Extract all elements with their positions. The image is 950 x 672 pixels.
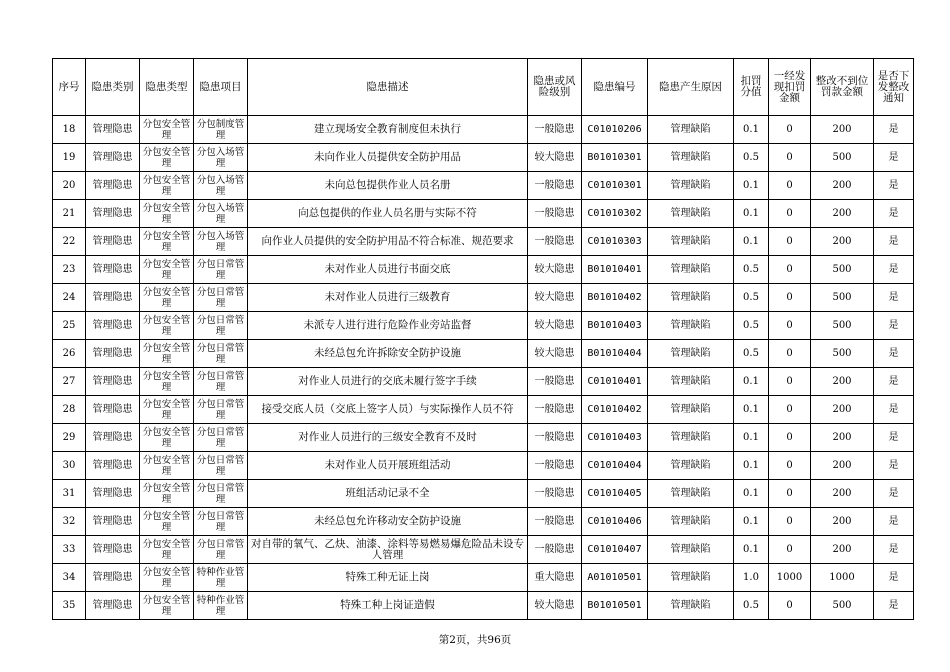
cell-notice: 是	[874, 200, 914, 228]
cell-serial: 24	[53, 284, 86, 312]
cell-fine-found: 1000	[769, 564, 811, 592]
cell-fine-unfixed: 500	[811, 340, 874, 368]
cell-category: 管理隐患	[86, 424, 140, 452]
cell-notice: 是	[874, 144, 914, 172]
cell-cause: 管理缺陷	[648, 424, 734, 452]
header-row	[53, 59, 914, 116]
cell-description: 对作业人员进行的三级安全教育不及时	[248, 424, 528, 452]
cell-type: 分包安全管理	[140, 536, 194, 564]
cell-cause: 管理缺陷	[648, 592, 734, 620]
cell-item: 分包日常管理	[194, 424, 248, 452]
cell-item: 分包日常管理	[194, 312, 248, 340]
cell-fine-unfixed: 500	[811, 256, 874, 284]
table-row	[53, 200, 914, 228]
cell-serial: 19	[53, 144, 86, 172]
cell-fine-unfixed: 1000	[811, 564, 874, 592]
cell-category: 管理隐患	[86, 452, 140, 480]
cell-fine-unfixed: 200	[811, 172, 874, 200]
cell-score: 0.1	[734, 480, 769, 508]
cell-cause: 管理缺陷	[648, 396, 734, 424]
cell-description: 接受交底人员（交底上签字人员）与实际操作人员不符	[248, 396, 528, 424]
cell-item: 分包日常管理	[194, 368, 248, 396]
cell-category: 管理隐患	[86, 144, 140, 172]
cell-score: 0.1	[734, 424, 769, 452]
table-row	[53, 144, 914, 172]
cell-level: 较大隐患	[528, 256, 582, 284]
cell-level: 较大隐患	[528, 592, 582, 620]
cell-item: 分包入场管理	[194, 200, 248, 228]
cell-notice: 是	[874, 480, 914, 508]
cell-serial: 30	[53, 452, 86, 480]
cell-notice: 是	[874, 592, 914, 620]
cell-type: 分包安全管理	[140, 396, 194, 424]
cell-fine-unfixed: 500	[811, 592, 874, 620]
cell-score: 0.1	[734, 396, 769, 424]
cell-code: B01010401	[582, 256, 648, 284]
cell-fine-unfixed: 200	[811, 424, 874, 452]
col-header-description: 隐患描述	[248, 59, 528, 116]
cell-item: 分包日常管理	[194, 480, 248, 508]
cell-serial: 28	[53, 396, 86, 424]
cell-type: 分包安全管理	[140, 508, 194, 536]
cell-type: 分包安全管理	[140, 480, 194, 508]
cell-level: 一般隐患	[528, 116, 582, 144]
cell-code: C01010206	[582, 116, 648, 144]
cell-cause: 管理缺陷	[648, 144, 734, 172]
cell-code: C01010406	[582, 508, 648, 536]
table-row	[53, 228, 914, 256]
cell-description: 特殊工种上岗证造假	[248, 592, 528, 620]
cell-fine-unfixed: 200	[811, 480, 874, 508]
cell-description: 未派专人进行进行危险作业旁站监督	[248, 312, 528, 340]
cell-category: 管理隐患	[86, 536, 140, 564]
table-row	[53, 256, 914, 284]
cell-notice: 是	[874, 536, 914, 564]
table-row	[53, 172, 914, 200]
cell-cause: 管理缺陷	[648, 116, 734, 144]
cell-score: 0.5	[734, 256, 769, 284]
cell-fine-unfixed: 200	[811, 368, 874, 396]
table-row	[53, 592, 914, 620]
cell-serial: 35	[53, 592, 86, 620]
cell-score: 0.5	[734, 592, 769, 620]
cell-score: 0.1	[734, 452, 769, 480]
cell-type: 分包安全管理	[140, 172, 194, 200]
cell-category: 管理隐患	[86, 592, 140, 620]
cell-notice: 是	[874, 228, 914, 256]
cell-type: 分包安全管理	[140, 228, 194, 256]
col-header-serial: 序号	[53, 59, 86, 116]
cell-item: 分包日常管理	[194, 452, 248, 480]
cell-type: 分包安全管理	[140, 284, 194, 312]
cell-cause: 管理缺陷	[648, 368, 734, 396]
cell-type: 分包安全管理	[140, 452, 194, 480]
cell-item: 分包日常管理	[194, 536, 248, 564]
cell-description: 向作业人员提供的安全防护用品不符合标准、规范要求	[248, 228, 528, 256]
cell-type: 分包安全管理	[140, 256, 194, 284]
cell-serial: 18	[53, 116, 86, 144]
cell-category: 管理隐患	[86, 200, 140, 228]
cell-category: 管理隐患	[86, 508, 140, 536]
cell-fine-found: 0	[769, 144, 811, 172]
col-header-cause: 隐患产生原因	[648, 59, 734, 116]
cell-serial: 23	[53, 256, 86, 284]
cell-cause: 管理缺陷	[648, 228, 734, 256]
col-header-level: 隐患或风险级别	[528, 59, 582, 116]
cell-score: 0.5	[734, 340, 769, 368]
cell-description: 建立现场安全教育制度但未执行	[248, 116, 528, 144]
cell-score: 0.1	[734, 536, 769, 564]
cell-type: 分包安全管理	[140, 424, 194, 452]
cell-cause: 管理缺陷	[648, 452, 734, 480]
cell-category: 管理隐患	[86, 312, 140, 340]
cell-type: 分包安全管理	[140, 116, 194, 144]
cell-code: B01010403	[582, 312, 648, 340]
col-header-code: 隐患编号	[582, 59, 648, 116]
cell-type: 分包安全管理	[140, 368, 194, 396]
cell-fine-unfixed: 200	[811, 396, 874, 424]
cell-notice: 是	[874, 508, 914, 536]
cell-notice: 是	[874, 452, 914, 480]
cell-level: 较大隐患	[528, 312, 582, 340]
cell-cause: 管理缺陷	[648, 200, 734, 228]
cell-serial: 29	[53, 424, 86, 452]
cell-code: C01010401	[582, 368, 648, 396]
cell-score: 0.5	[734, 144, 769, 172]
cell-level: 一般隐患	[528, 452, 582, 480]
table-row	[53, 312, 914, 340]
cell-type: 分包安全管理	[140, 340, 194, 368]
cell-serial: 33	[53, 536, 86, 564]
cell-level: 重大隐患	[528, 564, 582, 592]
cell-code: C01010303	[582, 228, 648, 256]
cell-item: 分包日常管理	[194, 340, 248, 368]
cell-score: 0.5	[734, 312, 769, 340]
cell-fine-found: 0	[769, 508, 811, 536]
cell-level: 一般隐患	[528, 424, 582, 452]
cell-code: C01010403	[582, 424, 648, 452]
cell-category: 管理隐患	[86, 228, 140, 256]
cell-description: 对自带的氧气、乙炔、油漆、涂料等易燃易爆危险品未设专人管理	[248, 536, 528, 564]
cell-fine-unfixed: 500	[811, 312, 874, 340]
cell-fine-found: 0	[769, 396, 811, 424]
cell-item: 特种作业管理	[194, 592, 248, 620]
cell-level: 一般隐患	[528, 200, 582, 228]
cell-score: 0.1	[734, 368, 769, 396]
cell-notice: 是	[874, 564, 914, 592]
cell-code: B01010301	[582, 144, 648, 172]
table-row	[53, 368, 914, 396]
cell-notice: 是	[874, 256, 914, 284]
table-body	[53, 116, 914, 620]
cell-item: 分包入场管理	[194, 172, 248, 200]
cell-level: 一般隐患	[528, 480, 582, 508]
cell-fine-found: 0	[769, 116, 811, 144]
cell-fine-unfixed: 200	[811, 536, 874, 564]
cell-type: 分包安全管理	[140, 144, 194, 172]
table-row	[53, 508, 914, 536]
col-header-fine-unfixed: 整改不到位罚款金额	[811, 59, 874, 116]
cell-fine-unfixed: 500	[811, 284, 874, 312]
cell-item: 分包日常管理	[194, 508, 248, 536]
cell-item: 特种作业管理	[194, 564, 248, 592]
cell-description: 未经总包允许拆除安全防护设施	[248, 340, 528, 368]
cell-fine-found: 0	[769, 200, 811, 228]
cell-score: 1.0	[734, 564, 769, 592]
cell-notice: 是	[874, 172, 914, 200]
cell-fine-found: 0	[769, 452, 811, 480]
cell-notice: 是	[874, 340, 914, 368]
cell-type: 分包安全管理	[140, 200, 194, 228]
cell-description: 未对作业人员开展班组活动	[248, 452, 528, 480]
cell-item: 分包制度管理	[194, 116, 248, 144]
cell-fine-unfixed: 200	[811, 200, 874, 228]
cell-score: 0.1	[734, 116, 769, 144]
cell-notice: 是	[874, 284, 914, 312]
cell-code: C01010302	[582, 200, 648, 228]
cell-cause: 管理缺陷	[648, 172, 734, 200]
cell-fine-found: 0	[769, 172, 811, 200]
table-row	[53, 340, 914, 368]
cell-code: C01010301	[582, 172, 648, 200]
cell-description: 未向作业人员提供安全防护用品	[248, 144, 528, 172]
cell-score: 0.1	[734, 508, 769, 536]
cell-fine-found: 0	[769, 424, 811, 452]
cell-category: 管理隐患	[86, 256, 140, 284]
cell-cause: 管理缺陷	[648, 508, 734, 536]
cell-fine-unfixed: 200	[811, 452, 874, 480]
col-header-item: 隐患项目	[194, 59, 248, 116]
cell-fine-found: 0	[769, 312, 811, 340]
table-row	[53, 424, 914, 452]
cell-code: C01010407	[582, 536, 648, 564]
cell-code: A01010501	[582, 564, 648, 592]
cell-serial: 22	[53, 228, 86, 256]
cell-description: 特殊工种无证上岗	[248, 564, 528, 592]
cell-notice: 是	[874, 424, 914, 452]
cell-category: 管理隐患	[86, 368, 140, 396]
cell-level: 一般隐患	[528, 508, 582, 536]
cell-code: B01010501	[582, 592, 648, 620]
cell-fine-found: 0	[769, 592, 811, 620]
page-footer: 第2页，共96页	[438, 634, 512, 646]
cell-fine-unfixed: 200	[811, 116, 874, 144]
cell-code: B01010402	[582, 284, 648, 312]
cell-description: 未对作业人员进行书面交底	[248, 256, 528, 284]
cell-serial: 27	[53, 368, 86, 396]
col-header-score: 扣罚分值	[734, 59, 769, 116]
cell-description: 未经总包允许移动安全防护设施	[248, 508, 528, 536]
cell-category: 管理隐患	[86, 284, 140, 312]
cell-fine-found: 0	[769, 228, 811, 256]
cell-description: 未对作业人员进行三级教育	[248, 284, 528, 312]
cell-category: 管理隐患	[86, 116, 140, 144]
col-header-fine-found: 一经发现扣罚金额	[769, 59, 811, 116]
col-header-category: 隐患类别	[86, 59, 140, 116]
table-row	[53, 536, 914, 564]
col-header-type: 隐患类型	[140, 59, 194, 116]
cell-level: 一般隐患	[528, 536, 582, 564]
cell-cause: 管理缺陷	[648, 340, 734, 368]
cell-fine-found: 0	[769, 368, 811, 396]
cell-fine-unfixed: 500	[811, 144, 874, 172]
cell-serial: 20	[53, 172, 86, 200]
hazard-table	[52, 58, 914, 620]
table-row	[53, 452, 914, 480]
cell-level: 一般隐患	[528, 228, 582, 256]
cell-score: 0.5	[734, 284, 769, 312]
cell-fine-unfixed: 200	[811, 508, 874, 536]
cell-cause: 管理缺陷	[648, 284, 734, 312]
cell-cause: 管理缺陷	[648, 256, 734, 284]
cell-item: 分包日常管理	[194, 284, 248, 312]
cell-serial: 34	[53, 564, 86, 592]
cell-item: 分包入场管理	[194, 144, 248, 172]
cell-category: 管理隐患	[86, 396, 140, 424]
cell-level: 较大隐患	[528, 144, 582, 172]
cell-item: 分包日常管理	[194, 256, 248, 284]
cell-level: 较大隐患	[528, 340, 582, 368]
cell-cause: 管理缺陷	[648, 312, 734, 340]
cell-cause: 管理缺陷	[648, 480, 734, 508]
cell-fine-found: 0	[769, 284, 811, 312]
cell-type: 分包安全管理	[140, 312, 194, 340]
cell-type: 分包安全管理	[140, 592, 194, 620]
cell-serial: 32	[53, 508, 86, 536]
cell-category: 管理隐患	[86, 480, 140, 508]
cell-fine-found: 0	[769, 340, 811, 368]
cell-type: 分包安全管理	[140, 564, 194, 592]
cell-code: C01010402	[582, 396, 648, 424]
cell-level: 较大隐患	[528, 284, 582, 312]
cell-description: 未向总包提供作业人员名册	[248, 172, 528, 200]
table-row	[53, 396, 914, 424]
cell-description: 对作业人员进行的交底未履行签字手续	[248, 368, 528, 396]
cell-category: 管理隐患	[86, 172, 140, 200]
cell-level: 一般隐患	[528, 172, 582, 200]
cell-item: 分包入场管理	[194, 228, 248, 256]
cell-fine-found: 0	[769, 536, 811, 564]
cell-notice: 是	[874, 396, 914, 424]
cell-notice: 是	[874, 368, 914, 396]
cell-fine-unfixed: 200	[811, 228, 874, 256]
cell-cause: 管理缺陷	[648, 536, 734, 564]
cell-serial: 26	[53, 340, 86, 368]
cell-serial: 31	[53, 480, 86, 508]
cell-category: 管理隐患	[86, 340, 140, 368]
cell-fine-found: 0	[769, 480, 811, 508]
table-row	[53, 480, 914, 508]
cell-notice: 是	[874, 312, 914, 340]
cell-serial: 25	[53, 312, 86, 340]
cell-code: C01010405	[582, 480, 648, 508]
col-header-notice: 是否下发整改通知	[874, 59, 914, 116]
cell-item: 分包日常管理	[194, 396, 248, 424]
cell-fine-found: 0	[769, 256, 811, 284]
cell-level: 一般隐患	[528, 396, 582, 424]
cell-level: 一般隐患	[528, 368, 582, 396]
table-row	[53, 564, 914, 592]
cell-serial: 21	[53, 200, 86, 228]
cell-cause: 管理缺陷	[648, 564, 734, 592]
cell-category: 管理隐患	[86, 564, 140, 592]
table-row	[53, 116, 914, 144]
cell-notice: 是	[874, 116, 914, 144]
cell-score: 0.1	[734, 200, 769, 228]
cell-score: 0.1	[734, 172, 769, 200]
cell-description: 班组活动记录不全	[248, 480, 528, 508]
cell-code: C01010404	[582, 452, 648, 480]
table-row	[53, 284, 914, 312]
cell-description: 向总包提供的作业人员名册与实际不符	[248, 200, 528, 228]
cell-score: 0.1	[734, 228, 769, 256]
cell-code: B01010404	[582, 340, 648, 368]
